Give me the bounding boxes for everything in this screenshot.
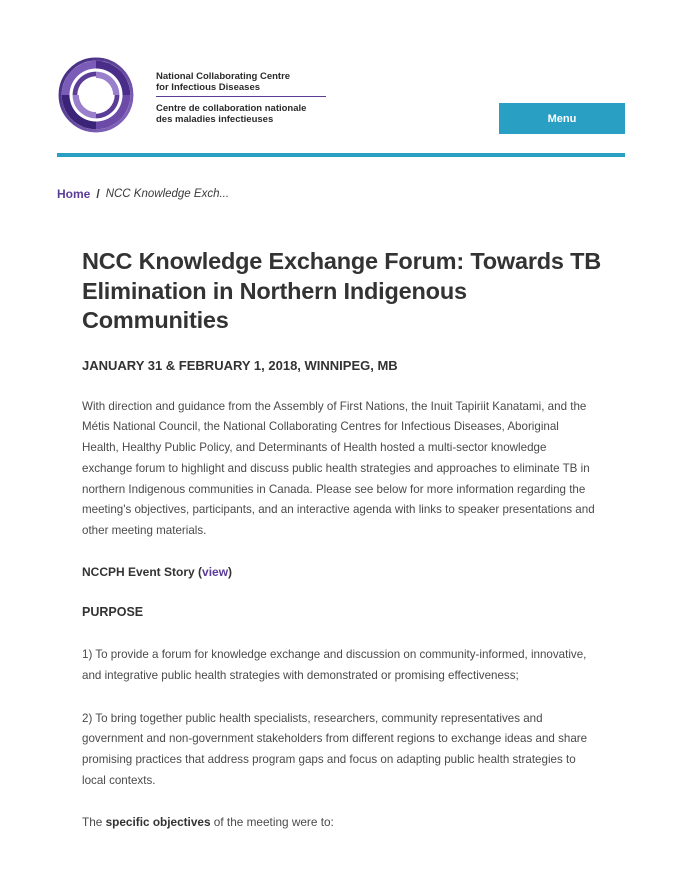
breadcrumb [57, 187, 229, 201]
event-story [82, 565, 602, 579]
intro-paragraph: With direction and guidance from the Assembly of First Nations, the Inuit Tapiriit Kanatami, and the Métis National Council, the National Collaborating Centres for Infectious Diseases, Aboriginal Health, Healthy Public Policy, and Determinants of Health hosted a multi-sector knowledge exchange forum to highlight and discuss public health strategies and approaches to eliminate TB in northern Indigenous communities in Canada. Please see below for more information regarding the meeting's objectives, participants, and an interactive agenda with links to speaker presentations and other meeting materials. [82, 399, 595, 538]
event-story-view-link[interactable]: view [202, 565, 229, 580]
org-name-fr-line1: Centre de collaboration nationale [156, 103, 307, 114]
objectives-prefix: The [82, 814, 106, 829]
org-name-en-line1: National Collaborating Centre [156, 71, 291, 82]
page-title: NCC Knowledge Exchange Forum: Towards TB Elimination in Northern Indigenous Communities [82, 248, 602, 333]
event-story-close: ) [228, 565, 233, 580]
objectives-suffix: of the meeting were to: [210, 814, 334, 829]
event-date-location: JANUARY 31 & FEBRUARY 1, 2018, WINNIPEG, MB [82, 357, 398, 373]
purpose-item: 2) To bring together public health specialists, researchers, community representatives and government and non-government stakeholders from different regions to exchange ideas and share promising practices that address program gaps and focus on adapting public health strategies to local contexts. [82, 711, 588, 788]
objectives-intro [82, 815, 602, 829]
breadcrumb-separator: / [96, 187, 100, 201]
org-name-divider [156, 96, 326, 97]
objectives-bold: specific objectives [105, 814, 211, 829]
event-story-label: NCCPH Event Story ( [82, 565, 203, 580]
main-content [82, 247, 602, 829]
menu-button[interactable]: Menu [499, 103, 625, 134]
org-name-fr [156, 103, 336, 125]
purpose-item: 1) To provide a forum for knowledge exchange and discussion on community-informed, innovative, and integrative public health strategies with demonstrated or promising effectiveness; [82, 648, 587, 682]
org-name-en [156, 71, 326, 93]
org-name-en-line2: for Infectious Diseases [156, 82, 261, 93]
swirl-logo-icon[interactable] [57, 56, 135, 134]
breadcrumb-home-link[interactable]: Home [57, 187, 91, 201]
header-divider [57, 153, 625, 157]
purpose-heading: PURPOSE [82, 605, 144, 620]
org-name-fr-line2: des maladies infectieuses [156, 114, 274, 125]
breadcrumb-current: NCC Knowledge Exch... [105, 188, 230, 200]
site-header [0, 0, 680, 160]
